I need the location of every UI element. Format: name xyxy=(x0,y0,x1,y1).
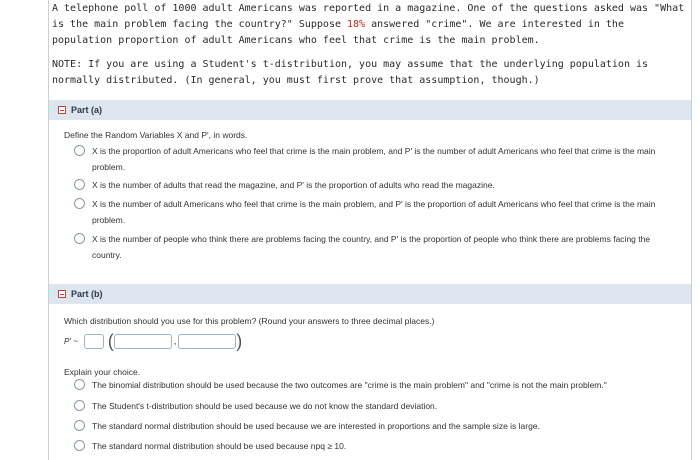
option-label: X is the number of adult Americans who feel that crime is the main problem, and P' is the proportion of adult Americans who feel that crime is the main problem. xyxy=(92,199,656,225)
part-b-header[interactable] xyxy=(49,284,691,304)
part-b-title: Part (b) xyxy=(71,289,103,299)
radio-button[interactable] xyxy=(74,420,85,431)
explain-prompt: Explain your choice. xyxy=(64,367,141,377)
radio-button[interactable] xyxy=(74,145,85,156)
part-a-option-1[interactable] xyxy=(74,143,674,175)
part-a-prompt: Define the Random Variables X and P', in words. xyxy=(64,130,248,140)
radio-button[interactable] xyxy=(74,233,85,244)
part-a-option-3[interactable] xyxy=(74,196,674,228)
part-b-option-3[interactable] xyxy=(74,418,674,434)
radio-button[interactable] xyxy=(74,400,85,411)
option-label: X is the number of people who think there are problems facing the country, and P' is the proportion of people who think there are problems facing the country. xyxy=(92,234,651,260)
part-a-option-2[interactable] xyxy=(74,177,674,193)
collapse-icon[interactable] xyxy=(58,290,66,298)
distribution-type-input[interactable] xyxy=(84,334,104,349)
part-b-option-1[interactable] xyxy=(74,377,674,393)
note-text: NOTE: If you are using a Student's t-distribution, you may assume that the underlying population is normally distributed. (In general, you must first prove that assumption, though.) xyxy=(52,59,649,86)
problem-text-2: answered "crime". We are interested in the population proportion of adult Americans who feel that crime is the main problem. xyxy=(52,19,624,46)
part-a-option-4[interactable] xyxy=(74,231,674,263)
open-paren: ( xyxy=(107,330,114,351)
variable-label: P' ~ xyxy=(64,336,78,346)
part-a-header[interactable] xyxy=(49,100,691,120)
part-a-title: Part (a) xyxy=(71,105,103,115)
option-label: The standard normal distribution should be used because npq ≥ 10. xyxy=(92,441,347,451)
collapse-icon[interactable] xyxy=(58,106,66,114)
option-label: X is the number of adults that read the magazine, and P' is the proportion of adults who read the magazine. xyxy=(92,180,495,190)
std-dev-input[interactable] xyxy=(178,334,236,349)
option-label: X is the proportion of adult Americans who feel that crime is the main problem, and P' is the number of adult Americans who feel that crime is the main problem. xyxy=(92,146,656,172)
comma-separator: , xyxy=(173,336,177,346)
radio-button[interactable] xyxy=(74,379,85,390)
problem-text-1: A telephone poll of 1000 adult Americans was reported in a magazine. One of the questions asked was "What is the main problem facing the country?" Suppose xyxy=(52,3,685,30)
part-b-option-4[interactable] xyxy=(74,438,674,454)
option-label: The Student's t-distribution should be used because we do not know the standard deviation. xyxy=(92,401,438,411)
highlighted-percent: 18% xyxy=(347,19,366,30)
mean-input[interactable] xyxy=(114,334,172,349)
radio-button[interactable] xyxy=(74,179,85,190)
distribution-input-row xyxy=(64,329,242,353)
option-label: The standard normal distribution should be used because we are interested in proportions and the sample size is large. xyxy=(92,421,540,431)
problem-statement xyxy=(52,1,688,49)
part-b-option-2[interactable] xyxy=(74,398,674,414)
radio-button[interactable] xyxy=(74,440,85,451)
close-paren: ) xyxy=(236,330,243,351)
option-label: The binomial distribution should be used because the two outcomes are "crime is the main problem" and "crime is not the main problem." xyxy=(92,380,607,390)
radio-button[interactable] xyxy=(74,198,85,209)
part-b-prompt: Which distribution should you use for this problem? (Round your answers to three decimal places.) xyxy=(64,316,435,326)
